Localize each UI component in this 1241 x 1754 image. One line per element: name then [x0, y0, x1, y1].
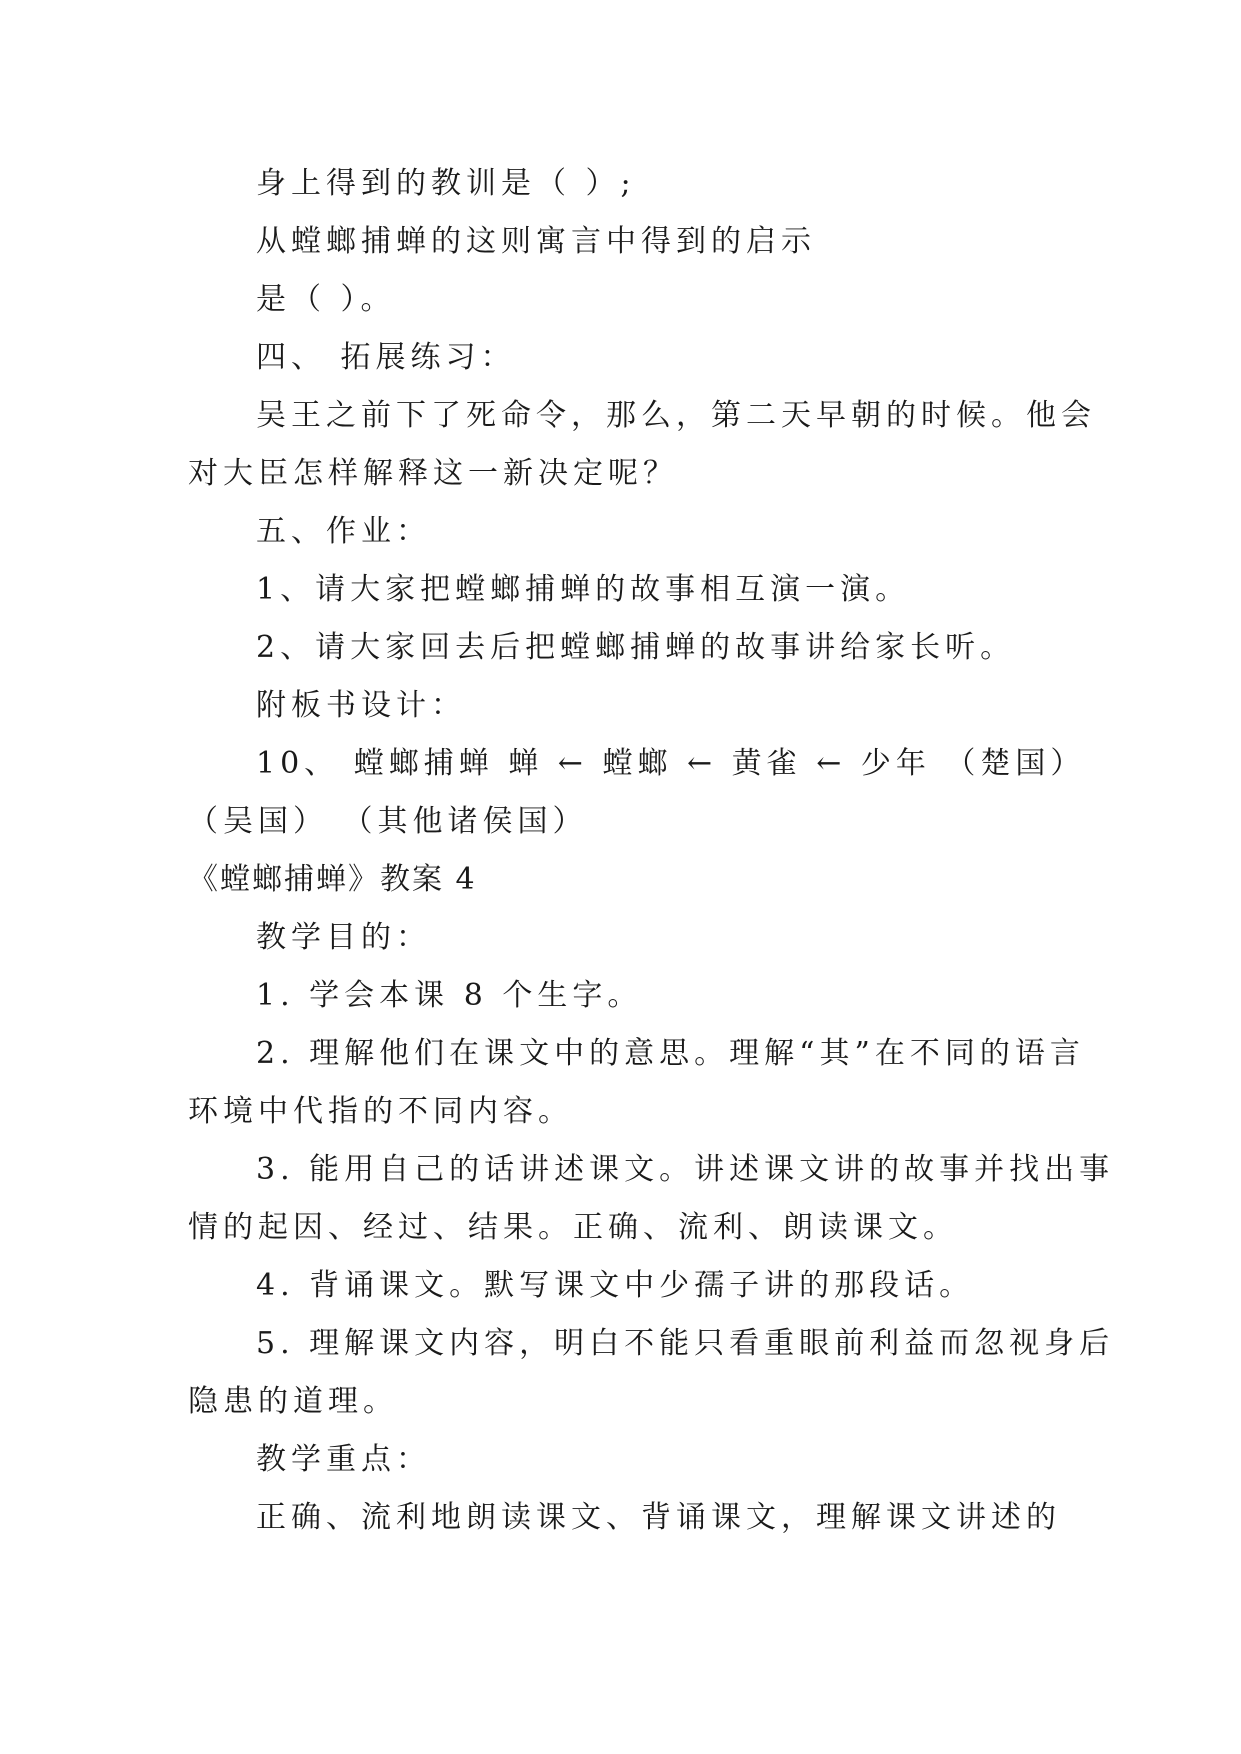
section-heading: 教学重点： [256, 1442, 431, 1477]
text-line: 隐患的道理。 [188, 1384, 398, 1419]
list-item: 3. 能用自己的话讲述课文。讲述课文讲的故事并找出事 [256, 1152, 1115, 1187]
list-item: 1、请大家把螳螂捕蝉的故事相互演一演。 [256, 572, 911, 607]
list-item: 4. 背诵课文。默写课文中少孺子讲的那段话。 [256, 1268, 975, 1303]
list-item: 2、请大家回去后把螳螂捕蝉的故事讲给家长听。 [256, 630, 1016, 665]
list-item: 5. 理解课文内容，明白不能只看重眼前利益而忽视身后 [256, 1326, 1115, 1361]
text-line: 身上得到的教训是（ ）; [256, 166, 636, 201]
section-heading: 五、作业： [256, 514, 431, 549]
section-heading: 附板书设计： [256, 688, 466, 723]
text-line: 从螳螂捕蝉的这则寓言中得到的启示 [256, 224, 816, 259]
text-line: 对大臣怎样解释这一新决定呢？ [188, 456, 678, 491]
board-design-line: （吴国） （其他诸侯国） [188, 804, 588, 839]
list-item: 2. 理解他们在课文中的意思。理解“其”在不同的语言 [256, 1036, 1085, 1071]
text-line: 情的起因、经过、结果。正确、流利、朗读课文。 [188, 1210, 958, 1245]
section-heading: 四、 拓展练习： [256, 340, 516, 375]
text-line: 正确、流利地朗读课文、背诵课文，理解课文讲述的 [256, 1500, 1061, 1535]
document-title: 《螳螂捕蝉》教案 4 [188, 862, 477, 897]
section-heading: 教学目的： [256, 920, 431, 955]
text-line: 吴王之前下了死命令，那么，第二天早朝的时候。他会 [256, 398, 1096, 433]
text-line: 是（ ）。 [256, 282, 396, 317]
list-item: 1. 学会本课 8 个生字。 [256, 978, 643, 1013]
board-design-line: 10、 螳螂捕蝉 蝉 ← 螳螂 ← 黄雀 ← 少年 （楚国） [256, 746, 1086, 781]
text-line: 环境中代指的不同内容。 [188, 1094, 573, 1129]
